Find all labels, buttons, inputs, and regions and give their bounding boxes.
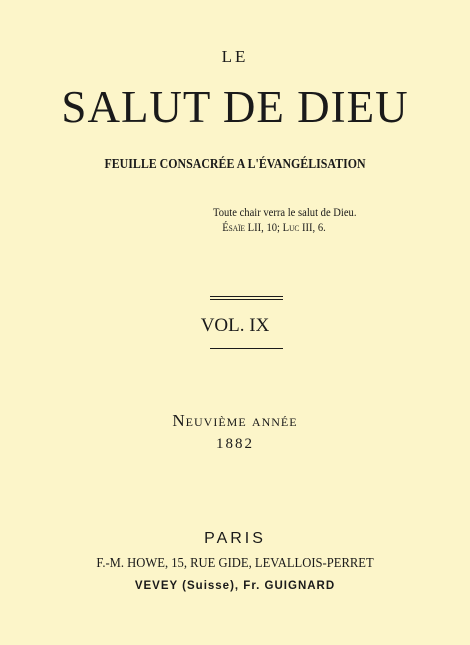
year-label: Neuvième année (172, 411, 298, 430)
divider-top-second (210, 299, 283, 300)
divider-top (210, 296, 283, 297)
epigraph-quote: Toute chair verra le salut de Dieu. (213, 207, 357, 219)
divider-bottom (210, 348, 283, 349)
epigraph (213, 206, 357, 236)
year: 1882 (216, 436, 254, 452)
city: PARIS (204, 530, 266, 547)
subtitle: FEUILLE CONSACRÉE A L'ÉVANGÉLISATION (104, 157, 366, 172)
distributor: VEVEY (Suisse), Fr. GUIGNARD (134, 580, 336, 592)
volume-label: VOL. IX (200, 315, 270, 336)
title-article: LE (221, 47, 249, 66)
publisher: F.-M. HOWE, 15, RUE GIDE, LEVALLOIS-PERRET (96, 556, 374, 571)
page-title: SALUT DE DIEU (61, 82, 409, 132)
epigraph-reference: Ésaïe LII, 10; Luc III, 6. (222, 222, 326, 234)
